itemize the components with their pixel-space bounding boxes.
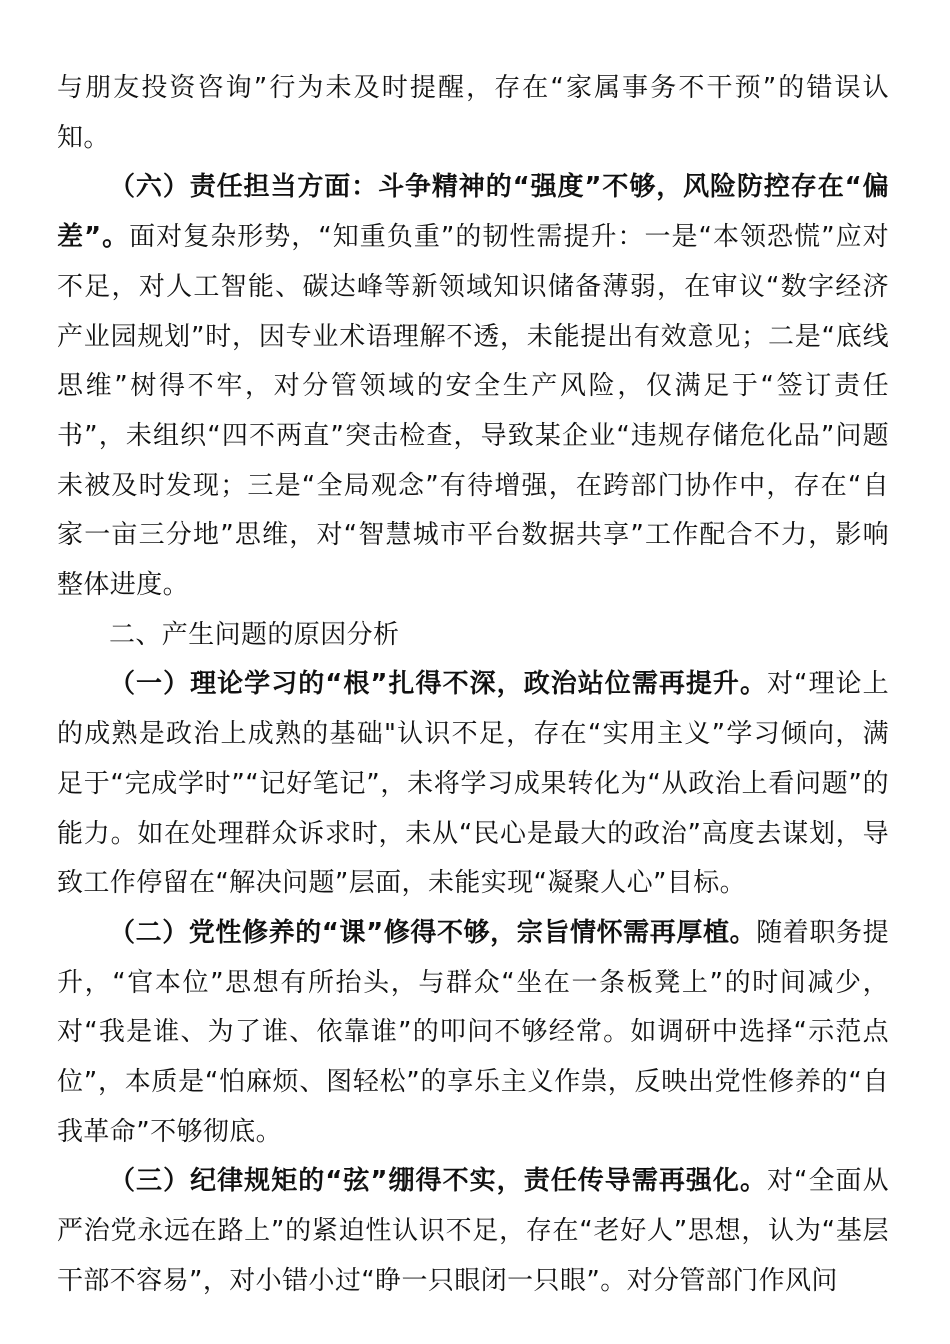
paragraph-text: 面对复杂形势，“知重负重”的韧性需提升：一是“本领恐慌”应对不足，对人工智能、碳达峰等新领域知识储备薄弱，在审议“数字经济产业园规划”时，因专业术语理解不透，未能提出有效意见；二是“底线思维”树得不牢，对分管领域的安全生产风险，仅满足于“签订责任书”，未组织“四不两直”突击检查，导致某企业“违规存储危化品”问题未被及时发现；三是“全局观念”有待增强，在跨部门协作中，存在“自家一亩三分地”思维，对“智慧城市平台数据共享”工作配合不力，影响整体进度。: [57, 222, 889, 601]
paragraph-theory-study: [57, 660, 889, 909]
section-heading-cause-analysis: [57, 611, 889, 661]
paragraph-text: 与朋友投资咨询”行为未及时提醒，存在“家属事务不干预”的错误认知。: [57, 73, 889, 153]
paragraph-continued: [57, 64, 889, 163]
document-body: [57, 64, 889, 1307]
paragraph-text: 随着职务提升，“官本位”思想有所抬头，与群众“坐在一条板凳上”的时间减少，对“我是谁、为了谁、依靠谁”的叩问不够经常。如调研中选择“示范点位”，本质是“怕麻烦、图轻松”的享乐主义作祟，反映出党性修养的“自我革命”不够彻底。: [57, 917, 889, 1147]
paragraph-heading: （三）纪律规矩的“弦”绷得不实，责任传导需再强化。: [109, 1166, 767, 1197]
paragraph-responsibility: [57, 163, 889, 610]
paragraph-discipline: [57, 1157, 889, 1306]
paragraph-text: 对“全面从严治党永远在路上”的紧迫性认识不足，存在“老好人”思想，认为“基层干部不容易”，对小错小过“睁一只眼闭一只眼”。对分管部门作风问: [57, 1166, 889, 1296]
section-heading-text: 二、产生问题的原因分析: [109, 619, 400, 650]
paragraph-text: 对“理论上的成熟是政治上成熟的基础"认识不足，存在“实用主义”学习倾向，满足于“完成学时”“记好笔记”，未将学习成果转化为“从政治上看问题”的能力。如在处理群众诉求时，未从“民心是最大的政治”高度去谋划，导致工作停留在“解决问题”层面，未能实现“凝聚人心”目标。: [57, 669, 889, 899]
paragraph-party-spirit: [57, 909, 889, 1158]
paragraph-heading: （一）理论学习的“根”扎得不深，政治站位需再提升。: [109, 669, 767, 700]
paragraph-heading: （六）责任担当方面：斗争精神的“强度”不够，风险防控存在“偏差”。: [57, 172, 889, 253]
paragraph-heading: （二）党性修养的“课”修得不够，宗旨情怀需再厚植。: [109, 917, 757, 948]
